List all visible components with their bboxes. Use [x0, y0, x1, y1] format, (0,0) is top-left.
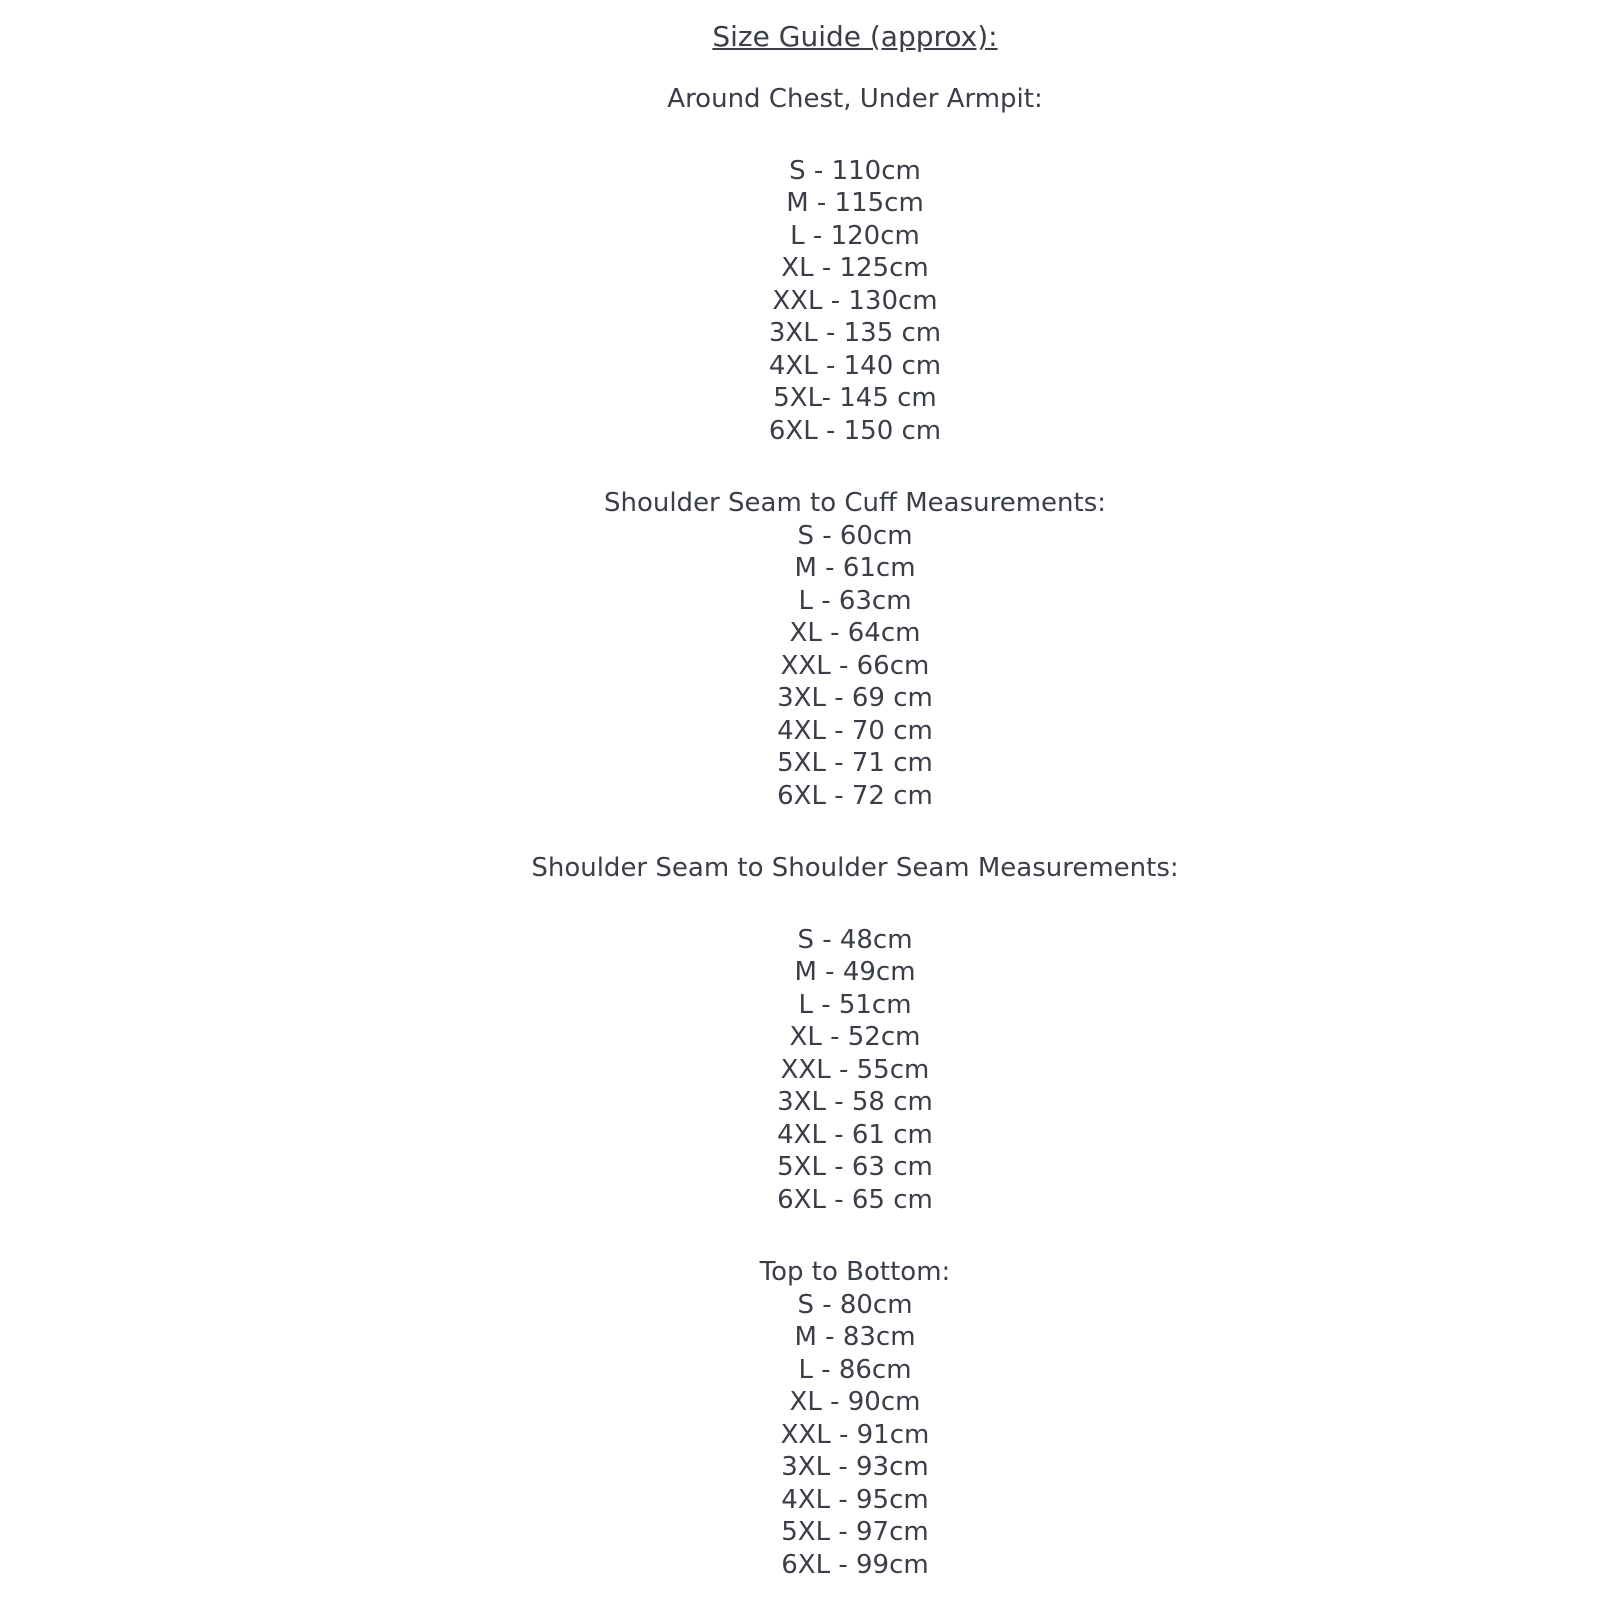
size-row: 6XL - 99cm [781, 1549, 929, 1580]
section-cuff-heading: Shoulder Seam to Cuff Measurements: [603, 488, 1107, 518]
size-row: XXL - 55cm [780, 1054, 930, 1085]
size-row: L - 86cm [798, 1354, 912, 1385]
page-title: Size Guide (approx): [712, 20, 998, 53]
size-row: XL - 64cm [789, 618, 921, 648]
size-row: 3XL - 93cm [781, 1452, 929, 1482]
size-row: L - 51cm [798, 989, 912, 1020]
size-row: 4XL - 70 cm [777, 715, 933, 746]
size-row: 5XL - 71 cm [777, 748, 933, 778]
size-row: M - 83cm [794, 1322, 916, 1352]
size-row: 3XL - 58 cm [777, 1087, 933, 1117]
size-row: M - 115cm [786, 188, 924, 218]
size-row: 5XL- 145 cm [773, 383, 937, 413]
section-length-heading: Top to Bottom: [759, 1257, 951, 1287]
size-row: M - 61cm [794, 553, 916, 583]
size-row: 4XL - 140 cm [768, 350, 942, 381]
section-shoulder-heading: Shoulder Seam to Shoulder Seam Measurements: [531, 853, 1179, 883]
size-row: L - 120cm [790, 220, 920, 251]
size-row: 3XL - 135 cm [768, 318, 942, 348]
size-row: 6XL - 150 cm [768, 415, 942, 446]
size-row: S - 110cm [789, 155, 921, 186]
size-row: XL - 90cm [789, 1387, 921, 1417]
section-chest-heading: Around Chest, Under Armpit: [667, 84, 1043, 114]
size-row: XXL - 130cm [772, 285, 938, 316]
size-row: M - 49cm [794, 957, 916, 987]
section-shoulder-items [110, 924, 1600, 1217]
size-row: S - 60cm [797, 520, 913, 551]
size-row: 3XL - 69 cm [777, 683, 933, 713]
size-row: XXL - 91cm [780, 1419, 930, 1450]
size-row: L - 63cm [798, 585, 912, 616]
size-row: 5XL - 97cm [781, 1517, 929, 1547]
size-row: XXL - 66cm [780, 650, 930, 681]
size-row: 5XL - 63 cm [777, 1152, 933, 1182]
size-row: S - 80cm [797, 1289, 913, 1320]
section-cuff [110, 487, 1600, 812]
size-row: 4XL - 95cm [781, 1484, 929, 1515]
size-row: 6XL - 72 cm [777, 780, 933, 811]
size-row: S - 48cm [797, 924, 913, 955]
size-row: XL - 125cm [781, 253, 929, 283]
section-length [110, 1256, 1600, 1581]
section-chest-items [110, 155, 1600, 448]
size-row: 4XL - 61 cm [777, 1119, 933, 1150]
size-row: 6XL - 65 cm [777, 1184, 933, 1215]
size-row: XL - 52cm [789, 1022, 921, 1052]
